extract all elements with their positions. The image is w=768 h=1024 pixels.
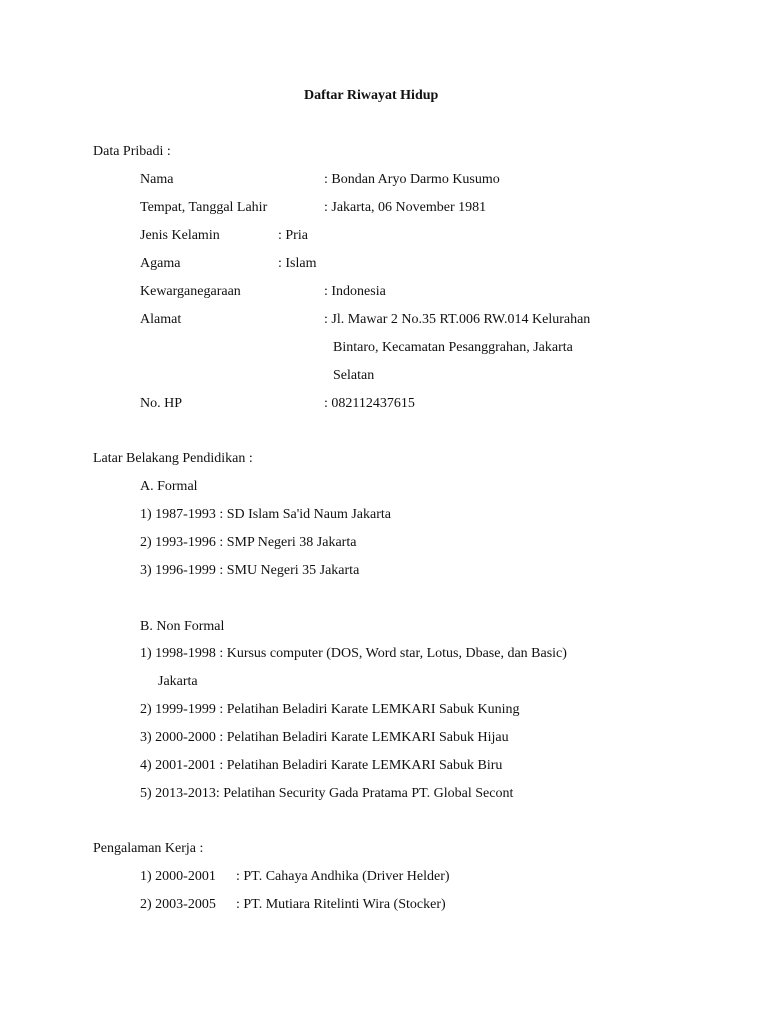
experience-period: 2) 2003-2005 xyxy=(140,897,216,912)
list-item: 5) 2013-2013: Pelatihan Security Gada Pratama PT. Global Secont xyxy=(140,786,514,801)
list-item: 2) 1993-1996 : SMP Negeri 38 Jakarta xyxy=(140,535,357,550)
personal-value-name: : Bondan Aryo Darmo Kusumo xyxy=(324,172,500,187)
personal-value-nationality: : Indonesia xyxy=(324,284,386,299)
list-item: 4) 2001-2001 : Pelatihan Beladiri Karate LEMKARI Sabuk Biru xyxy=(140,758,503,773)
experience-period: 1) 2000-2001 xyxy=(140,869,216,884)
subheading-nonformal: B. Non Formal xyxy=(140,619,225,634)
subheading-formal: A. Formal xyxy=(140,479,198,494)
list-item-cont: Jakarta xyxy=(158,674,198,689)
section-heading-personal: Data Pribadi : xyxy=(93,144,171,159)
personal-label-address: Alamat xyxy=(140,312,182,327)
list-item: 2) 1999-1999 : Pelatihan Beladiri Karate LEMKARI Sabuk Kuning xyxy=(140,702,520,717)
personal-value-address-cont: Bintaro, Kecamatan Pesanggrahan, Jakarta xyxy=(333,340,573,355)
personal-value-phone: : 082112437615 xyxy=(324,396,415,411)
document-title: Daftar Riwayat Hidup xyxy=(304,88,439,103)
section-heading-experience: Pengalaman Kerja : xyxy=(93,841,204,856)
list-item: 3) 1996-1999 : SMU Negeri 35 Jakarta xyxy=(140,563,360,578)
experience-desc: : PT. Mutiara Ritelinti Wira (Stocker) xyxy=(236,897,446,912)
personal-label-birth: Tempat, Tanggal Lahir xyxy=(140,200,268,215)
list-item: 1) 1998-1998 : Kursus computer (DOS, Word star, Lotus, Dbase, dan Basic) xyxy=(140,646,567,661)
personal-label-name: Nama xyxy=(140,172,174,187)
personal-value-address-cont: Selatan xyxy=(333,368,375,383)
personal-value-address: : Jl. Mawar 2 No.35 RT.006 RW.014 Kelurahan xyxy=(324,312,591,327)
personal-value-religion: : Islam xyxy=(278,256,317,271)
personal-label-phone: No. HP xyxy=(140,396,183,411)
list-item: 1) 1987-1993 : SD Islam Sa'id Naum Jakarta xyxy=(140,507,391,522)
personal-value-gender: : Pria xyxy=(278,228,308,243)
experience-desc: : PT. Cahaya Andhika (Driver Helder) xyxy=(236,869,450,884)
personal-label-religion: Agama xyxy=(140,256,181,271)
personal-value-birth: : Jakarta, 06 November 1981 xyxy=(324,200,487,215)
section-heading-education: Latar Belakang Pendidikan : xyxy=(93,451,253,466)
list-item: 3) 2000-2000 : Pelatihan Beladiri Karate LEMKARI Sabuk Hijau xyxy=(140,730,509,745)
personal-label-gender: Jenis Kelamin xyxy=(140,228,220,243)
personal-label-nationality: Kewarganegaraan xyxy=(140,284,241,299)
